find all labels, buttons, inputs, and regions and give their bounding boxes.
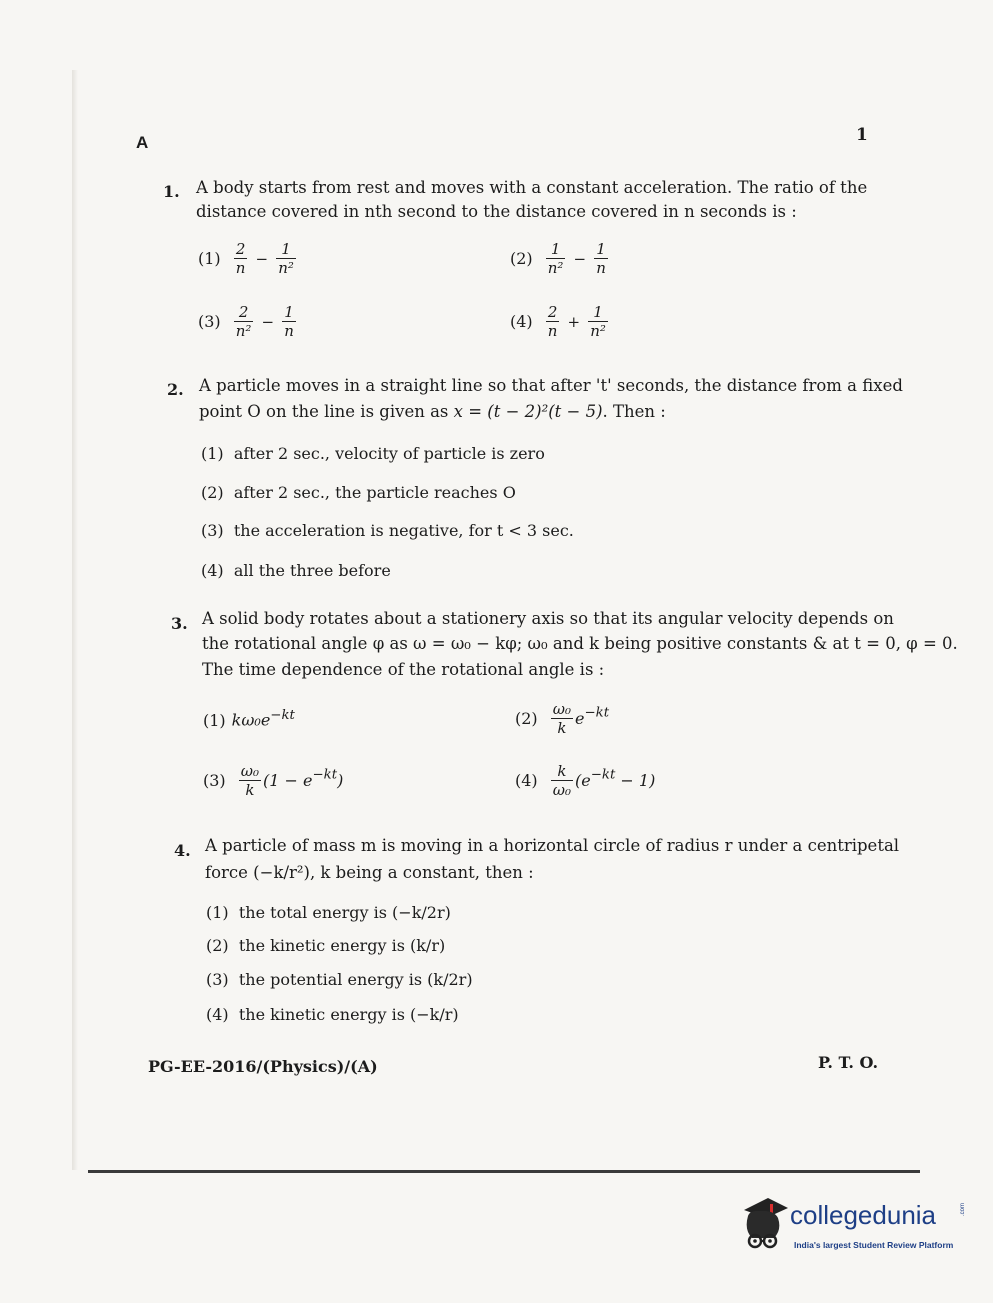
student-mascot-icon (738, 1196, 790, 1258)
distance-equation: x = (t − 2)²(t − 5) (453, 402, 603, 421)
question-1-line-1: A body starts from rest and moves with a constant acceleration. The ratio of the (196, 178, 868, 197)
collegedunia-logo (738, 1196, 966, 1266)
question-1-option-4: (4) $\frac{2}{n}$ + $\frac{1}{\text{n²}}$ (510, 303, 606, 340)
question-4-line-1: A particle of mass m is moving in a horizontal circle of radius r under a centripetal (205, 836, 900, 855)
question-1-line-2: distance covered in nth second to the distance covered in n seconds is : (196, 202, 797, 221)
question-2-option-1: (1) after 2 sec., velocity of particle is zero (201, 444, 545, 463)
question-2-option-2: (2) after 2 sec., the particle reaches O (201, 483, 516, 502)
page-bottom-edge (88, 1170, 920, 1173)
question-4-number: 4. (174, 841, 191, 860)
question-1-option-3: (3) $\frac{2}{\text{n²}}$ − $\frac{1}{n}$ (198, 303, 294, 340)
question-2-line-1: A particle moves in a straight line so that after 't' seconds, the distance from a fixed (199, 376, 903, 395)
paper-code: PG-EE-2016/(Physics)/(A) (148, 1057, 378, 1076)
question-3-number: 3. (171, 614, 188, 633)
question-4-line-2: force (−k/r²), k being a constant, then : (205, 863, 534, 882)
question-3-line-1: A solid body rotates about a stationery axis so that its angular velocity depends on (202, 609, 894, 628)
question-4-option-2: (2) the kinetic energy is (k/r) (206, 936, 446, 955)
question-2-line-2: point O on the line is given as x = (t − 2)²(t − 5). Then : (199, 402, 666, 421)
question-3-line-3: The time dependence of the rotational angle is : (202, 660, 605, 679)
question-1-option-2: (2) $\frac{1}{\text{n²}}$ − $\frac{1}{n}$ (510, 240, 606, 277)
question-4-option-3: (3) the potential energy is (k/2r) (206, 970, 473, 989)
question-2-number: 2. (167, 380, 184, 399)
question-3-option-4: (4) $\frac{k}{\text{ω₀}}$ $(e^{-kt} - 1)$ (515, 762, 656, 799)
question-1-option-1: (1) $\frac{2}{n}$ − $\frac{1}{\text{n²}}$ (198, 240, 294, 277)
question-4-option-4: (4) the kinetic energy is (−k/r) (206, 1005, 459, 1024)
page-number: 1 (856, 125, 868, 145)
series-label: A (136, 133, 149, 152)
logo-wordmark: collegedunia (790, 1200, 937, 1230)
question-4-option-1: (1) the total energy is (−k/2r) (206, 903, 451, 922)
logo-tagline: India's largest Student Review Platform (794, 1240, 954, 1250)
please-turn-over: P. T. O. (818, 1053, 879, 1072)
question-3-line-2: the rotational angle φ as ω = ω₀ − kφ; ω₀ and k being positive constants & at t = 0, φ = 0. (202, 634, 958, 653)
question-2-option-3: (3) the acceleration is negative, for t < 3 sec. (201, 521, 574, 540)
logo-suffix: .com (960, 1202, 966, 1216)
page-edge-shadow (72, 70, 78, 1170)
question-3-option-1: (1) $k\omega_0e^{-kt}$ (203, 708, 295, 731)
question-1-number: 1. (163, 182, 180, 201)
question-3-option-2: (2) $\frac{\text{ω₀}}{k}$ $e^{-kt}$ (515, 700, 610, 737)
question-3-option-3: (3) $\frac{\text{ω₀}}{k}$ $(1 - e^{-kt})$ (203, 762, 344, 799)
question-2-option-4: (4) all the three before (201, 561, 391, 580)
